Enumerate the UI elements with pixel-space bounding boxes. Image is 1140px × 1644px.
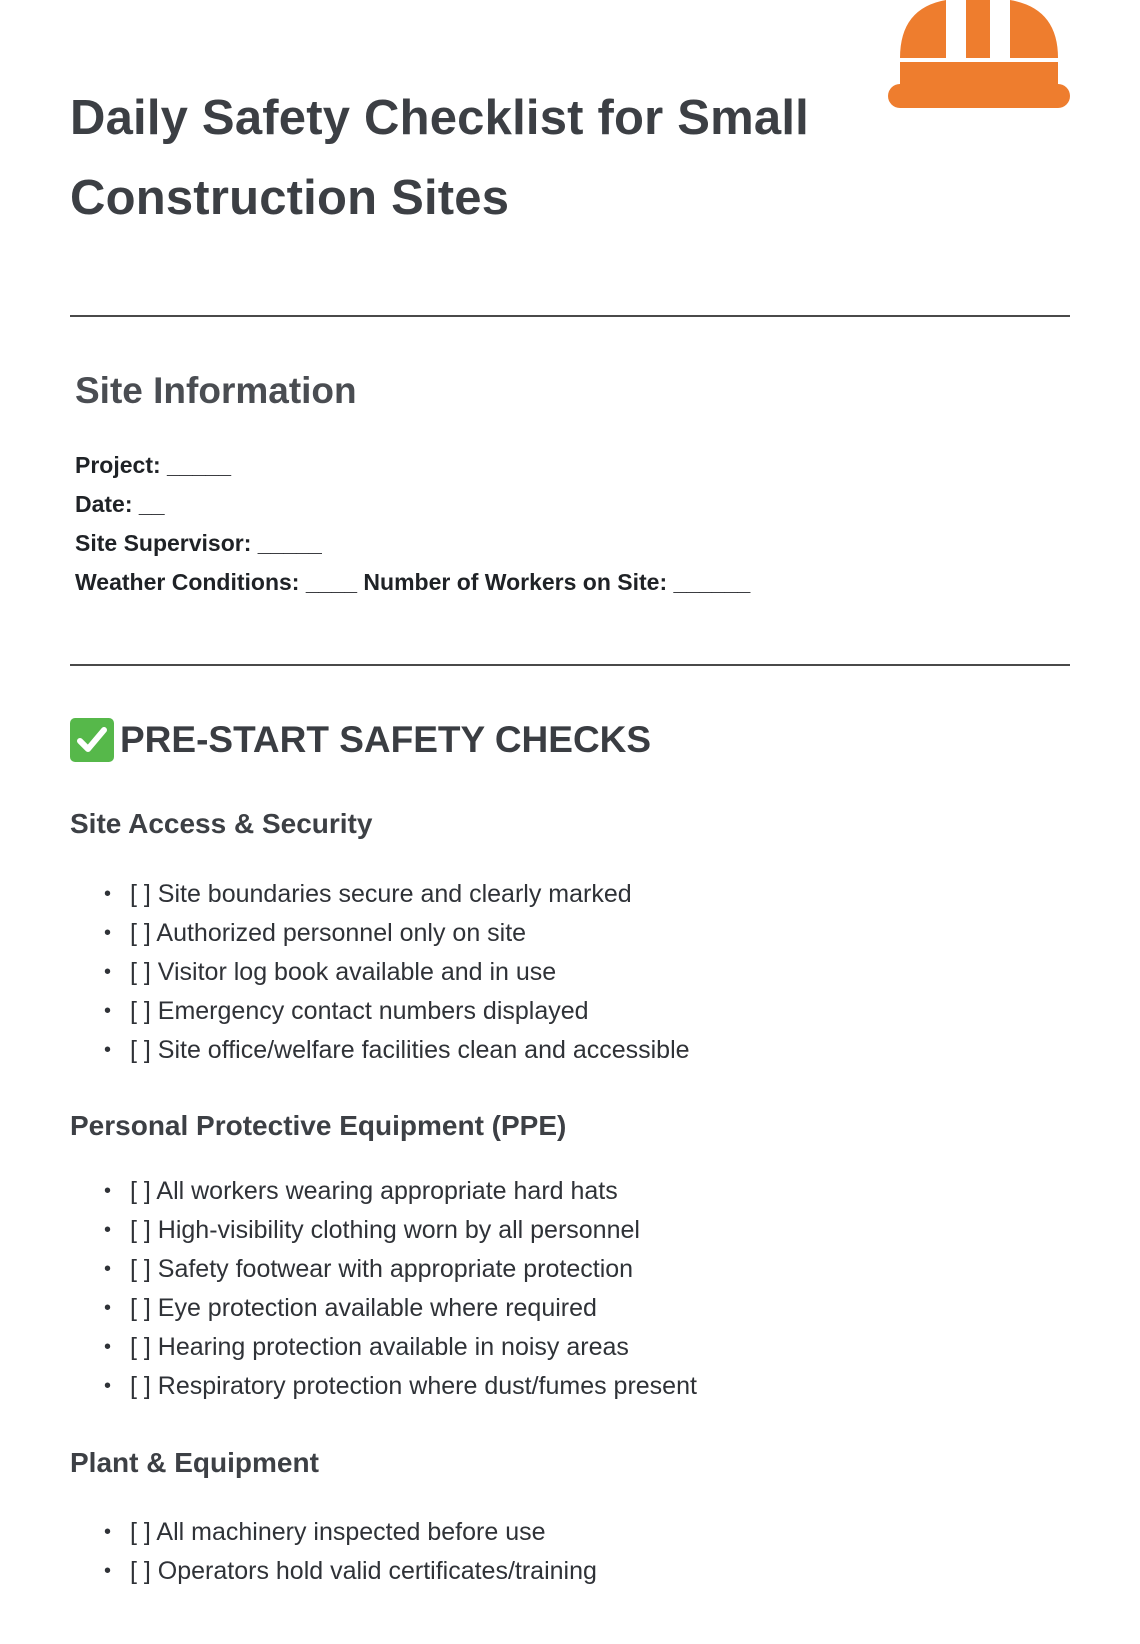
list-item (100, 1172, 697, 1211)
section-heading-plant-equipment: Plant & Equipment (70, 1447, 319, 1478)
site-info-heading: Site Information (75, 370, 357, 411)
hard-hat-logo-icon (888, 0, 1078, 120)
list-item (100, 1031, 690, 1070)
list-item (100, 1328, 697, 1367)
checklist-item-text: [ ] Site office/welfare facilities clean and accessible (130, 1036, 690, 1064)
site-supervisor-field: Site Supervisor: _____ (75, 530, 322, 556)
checklist-item-text: [ ] Authorized personnel only on site (130, 919, 527, 947)
list-item (100, 992, 690, 1031)
site-info-fields (75, 446, 750, 602)
checklist-item-text: [ ] Site boundaries secure and clearly marked (130, 880, 632, 908)
checklist-item-text: [ ] Hearing protection available in noisy areas (130, 1333, 629, 1361)
checklist-plant-equipment (100, 1513, 597, 1591)
checklist-site-access (100, 875, 690, 1070)
checklist-item-text: [ ] Emergency contact numbers displayed (130, 997, 589, 1025)
section-heading-site-access: Site Access & Security (70, 808, 373, 839)
bullet-icon: • (104, 1560, 112, 1582)
page-title: Daily Safety Checklist for Small Construction Sites (70, 91, 809, 225)
list-item (100, 1211, 697, 1250)
list-item (100, 1513, 597, 1552)
list-item (100, 1250, 697, 1289)
bullet-icon: • (104, 922, 112, 944)
project-field: Project: _____ (75, 452, 231, 478)
checklist-ppe (100, 1172, 697, 1406)
check-mark-icon (70, 718, 114, 762)
bullet-icon: • (104, 1219, 112, 1241)
checklist-item-text: [ ] Respiratory protection where dust/fumes present (130, 1372, 697, 1400)
bullet-icon: • (104, 1521, 112, 1543)
bullet-icon: • (104, 1180, 112, 1202)
weather-workers-field: Weather Conditions: ____ Number of Workers on Site: ______ (75, 569, 751, 595)
bullet-icon: • (104, 1375, 112, 1397)
bullet-icon: • (104, 1336, 112, 1358)
pre-start-checks-heading (70, 718, 651, 762)
divider (70, 664, 1070, 666)
divider (70, 315, 1070, 317)
bullet-icon: • (104, 883, 112, 905)
checklist-item-text: [ ] Safety footwear with appropriate protection (130, 1255, 634, 1283)
checklist-item-text: [ ] All machinery inspected before use (130, 1518, 546, 1546)
section-heading-ppe: Personal Protective Equipment (PPE) (70, 1110, 567, 1141)
checklist-item-text: [ ] Eye protection available where required (130, 1294, 597, 1322)
bullet-icon: • (104, 961, 112, 983)
checklist-item-text: [ ] All workers wearing appropriate hard hats (130, 1177, 618, 1205)
list-item (100, 1552, 597, 1591)
bullet-icon: • (104, 1297, 112, 1319)
list-item (100, 914, 690, 953)
list-item (100, 1289, 697, 1328)
bullet-icon: • (104, 1000, 112, 1022)
checklist-item-text: [ ] Operators hold valid certificates/training (130, 1557, 597, 1585)
list-item (100, 1367, 697, 1406)
list-item (100, 953, 690, 992)
checklist-item-text: [ ] High-visibility clothing worn by all personnel (130, 1216, 640, 1244)
bullet-icon: • (104, 1258, 112, 1280)
date-field: Date: __ (75, 491, 165, 517)
bullet-icon: • (104, 1039, 112, 1061)
checklist-item-text: [ ] Visitor log book available and in use (130, 958, 557, 986)
list-item (100, 875, 690, 914)
pre-start-checks-label: PRE-START SAFETY CHECKS (120, 719, 652, 760)
